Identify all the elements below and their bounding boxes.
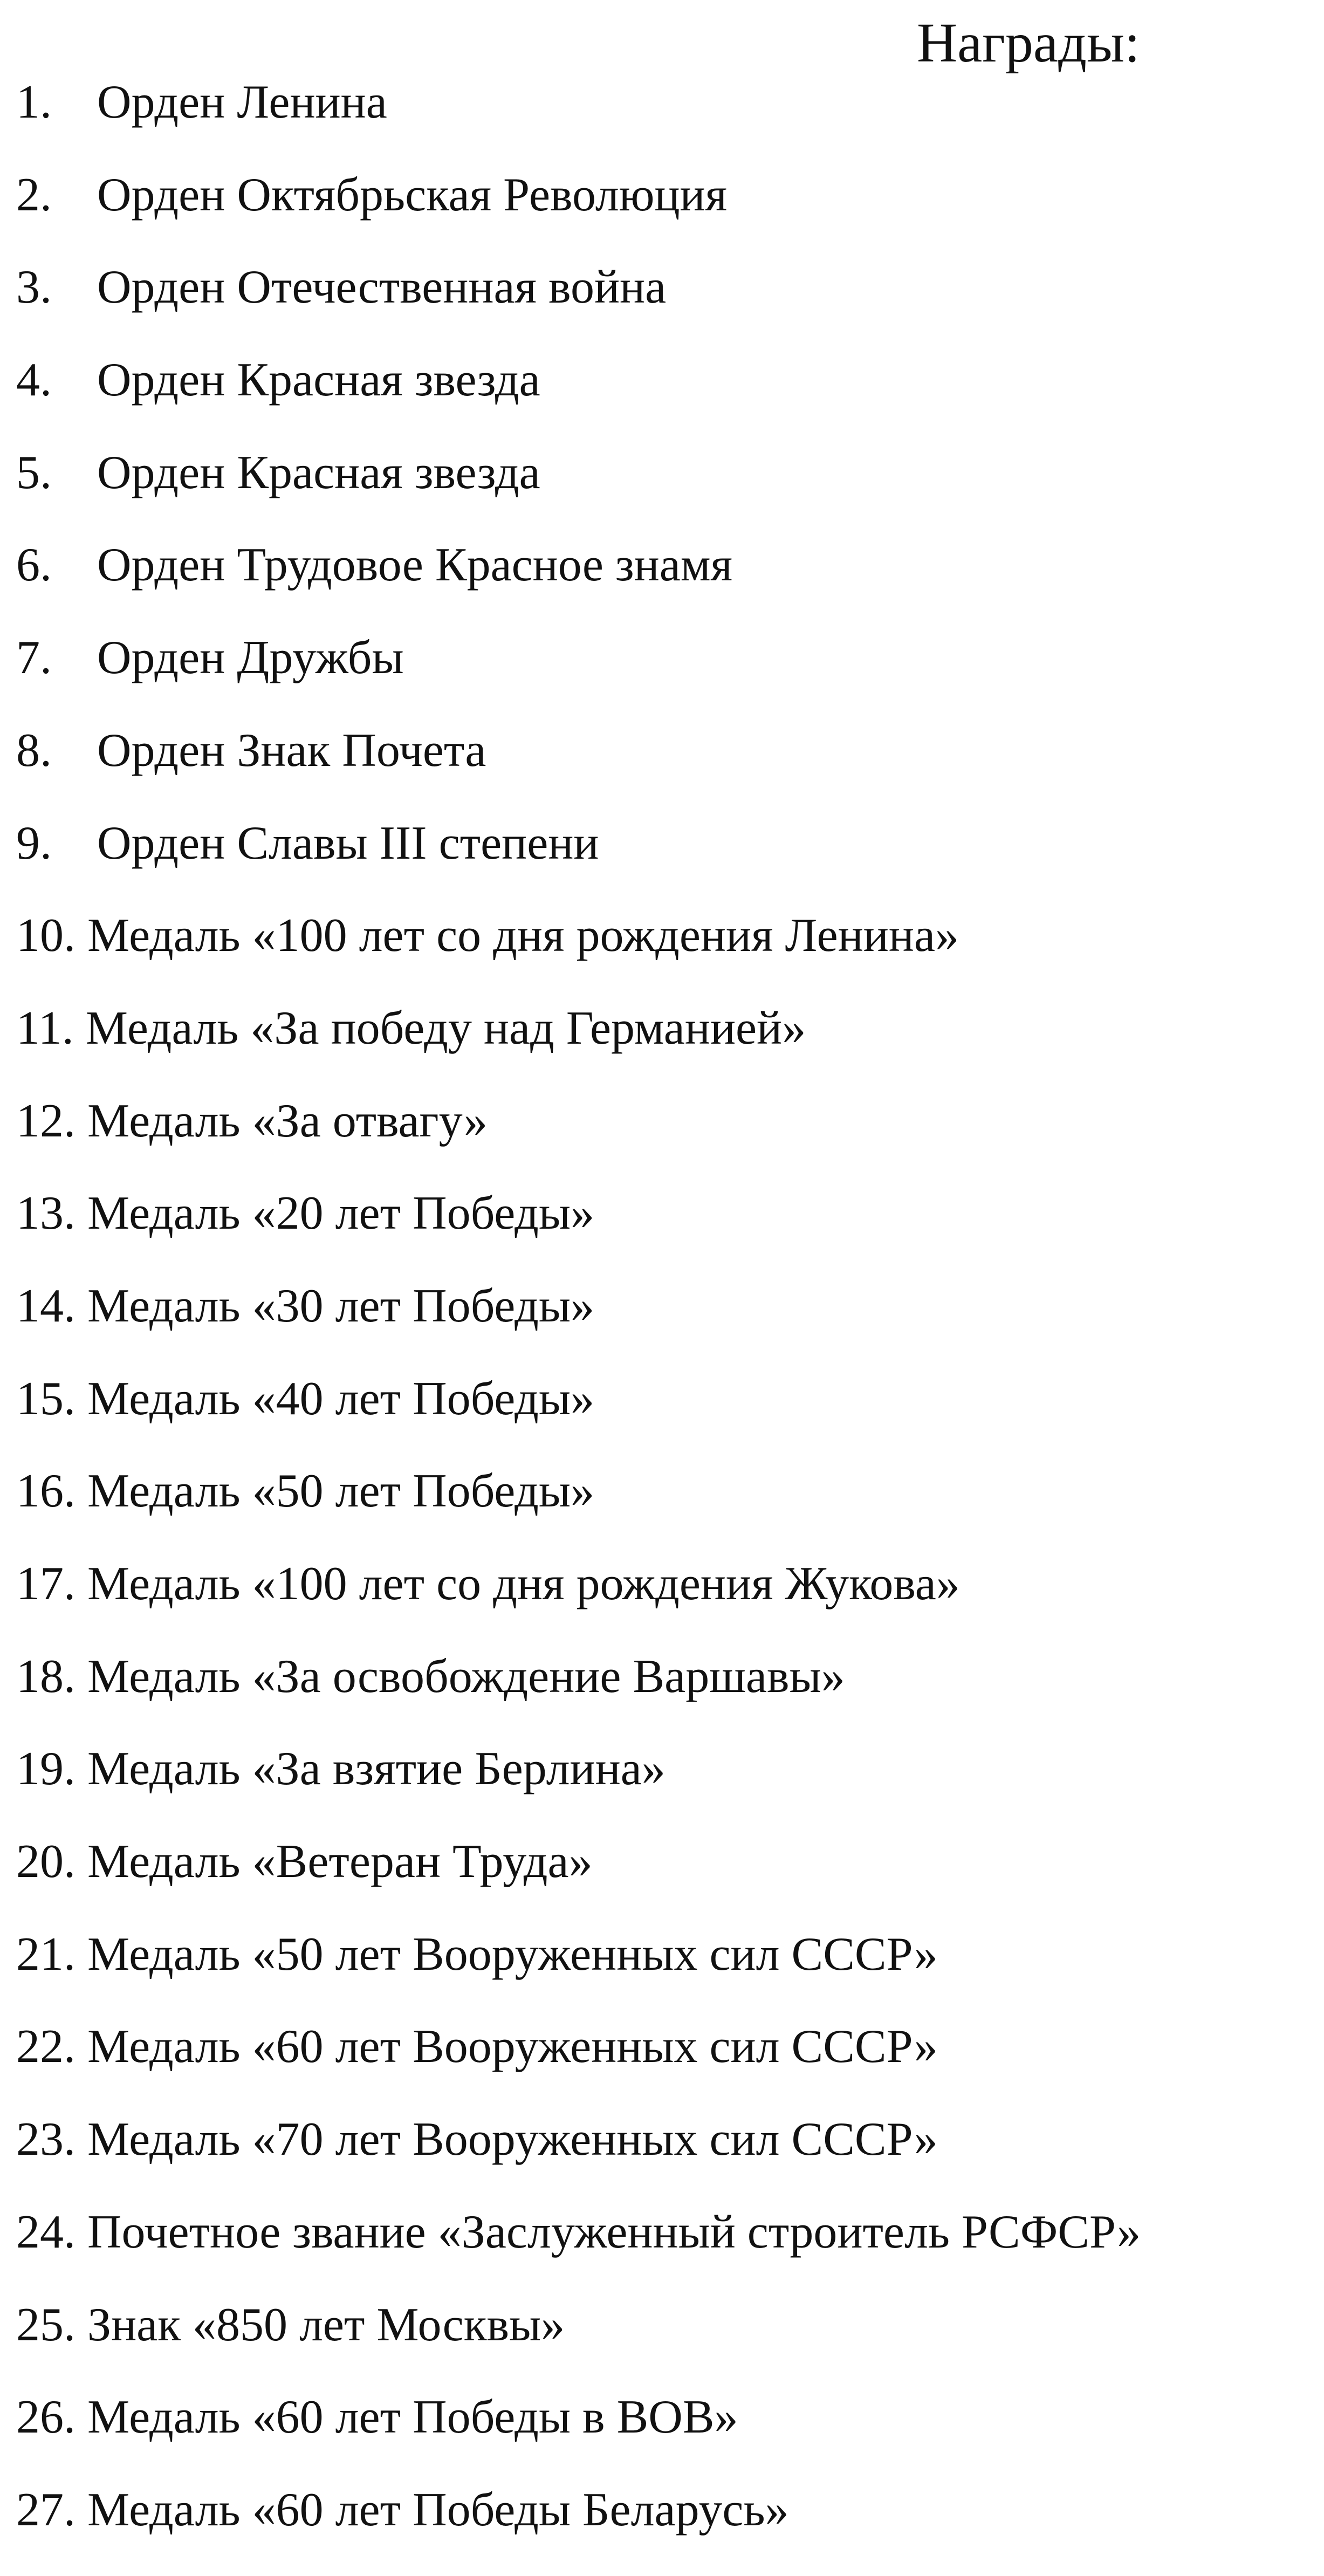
item-text: Медаль «40 лет Победы» [87,1372,595,1425]
item-text: Медаль «60 лет Победы Беларусь» [87,2483,789,2536]
item-number: 8. [16,724,52,777]
item-number: 22. [16,2020,76,2073]
item-text: Орден Дружбы [97,632,404,684]
list-item [16,168,1141,261]
item-number: 27. [16,2483,76,2536]
item-text: Орден Знак Почета [97,724,486,777]
item-number: 14. [16,1279,76,1332]
list-item [16,1928,1141,2020]
item-text: Медаль «50 лет Вооруженных сил СССР» [87,1928,938,1981]
item-text: Почетное звание «Заслуженный строитель РСФСР» [87,2205,1141,2258]
item-text: Орден Отечественная война [97,261,667,314]
awards-list [16,76,1141,2576]
item-number: 2. [16,168,52,221]
item-text: Медаль «60 лет Вооруженных сил СССР» [87,2020,938,2073]
item-text: Орден Красная звезда [97,446,540,499]
item-text: Медаль «За освобождение Варшавы» [87,1650,845,1703]
item-text: Медаль «За отвагу» [87,1094,488,1147]
item-text: Медаль «20 лет Победы» [87,1187,595,1240]
list-item [16,1742,1141,1835]
list-item [16,1557,1141,1650]
list-item [16,631,1141,724]
item-text: Медаль «100 лет со дня рождения Ленина» [87,909,959,962]
list-item [16,1372,1141,1465]
list-item [16,1002,1141,1094]
item-text: Медаль «60 лет Победы в ВОВ» [87,2391,738,2444]
item-number: 25. [16,2298,76,2351]
item-text: Орден Красная звезда [97,354,540,407]
item-number: 9. [16,817,52,869]
item-number: 12. [16,1094,76,1147]
item-number: 11. [16,1002,74,1054]
item-number: 5. [16,446,52,499]
list-item [16,2113,1141,2205]
item-text: Орден Трудовое Красное знамя [97,539,732,592]
item-number: 21. [16,1928,76,1981]
list-item [16,261,1141,353]
item-number: 4. [16,354,52,407]
item-text: Медаль «70 лет Вооруженных сил СССР» [87,2113,938,2166]
list-item [16,1650,1141,1743]
item-number: 16. [16,1465,76,1518]
list-item [16,724,1141,817]
list-item [16,1187,1141,1279]
item-text: Медаль «Ветеран Труда» [87,1835,593,1888]
list-item [16,817,1141,909]
item-number: 6. [16,539,52,592]
list-item [16,1279,1141,1372]
item-number: 15. [16,1372,76,1425]
list-item [16,2390,1141,2483]
item-text: Медаль «100 лет со дня рождения Жукова» [87,1558,960,1610]
list-item [16,1835,1141,1928]
item-number: 13. [16,1187,76,1240]
item-number: 19. [16,1743,76,1796]
item-number: 20. [16,1835,76,1888]
item-text: Орден Октябрьская Революция [97,168,728,221]
item-number: 3. [16,261,52,314]
page-title: Награды: [917,12,1140,74]
list-item [16,538,1141,631]
list-item [16,909,1141,1002]
list-item [16,2020,1141,2113]
list-item [16,353,1141,446]
item-number: 10. [16,909,76,962]
item-text: Медаль «50 лет Победы» [87,1465,595,1518]
item-number: 18. [16,1650,76,1703]
item-text: Знак «850 лет Москвы» [87,2298,565,2351]
item-text: Орден Ленина [97,76,387,128]
item-text: Медаль «30 лет Победы» [87,1279,595,1332]
item-number: 26. [16,2391,76,2444]
item-number: 7. [16,632,52,684]
item-number: 24. [16,2205,76,2258]
list-item [16,1464,1141,1557]
list-item [16,446,1141,539]
item-number: 1. [16,76,52,128]
list-item [16,76,1141,168]
item-text: Медаль «За победу над Германией» [85,1002,806,1054]
item-number: 23. [16,2113,76,2166]
list-item [16,2298,1141,2391]
list-item [16,2483,1141,2576]
item-text: Медаль «За взятие Берлина» [87,1743,666,1796]
item-number: 17. [16,1558,76,1610]
list-item [16,1094,1141,1187]
item-text: Орден Славы III степени [97,817,599,869]
list-item [16,2205,1141,2298]
